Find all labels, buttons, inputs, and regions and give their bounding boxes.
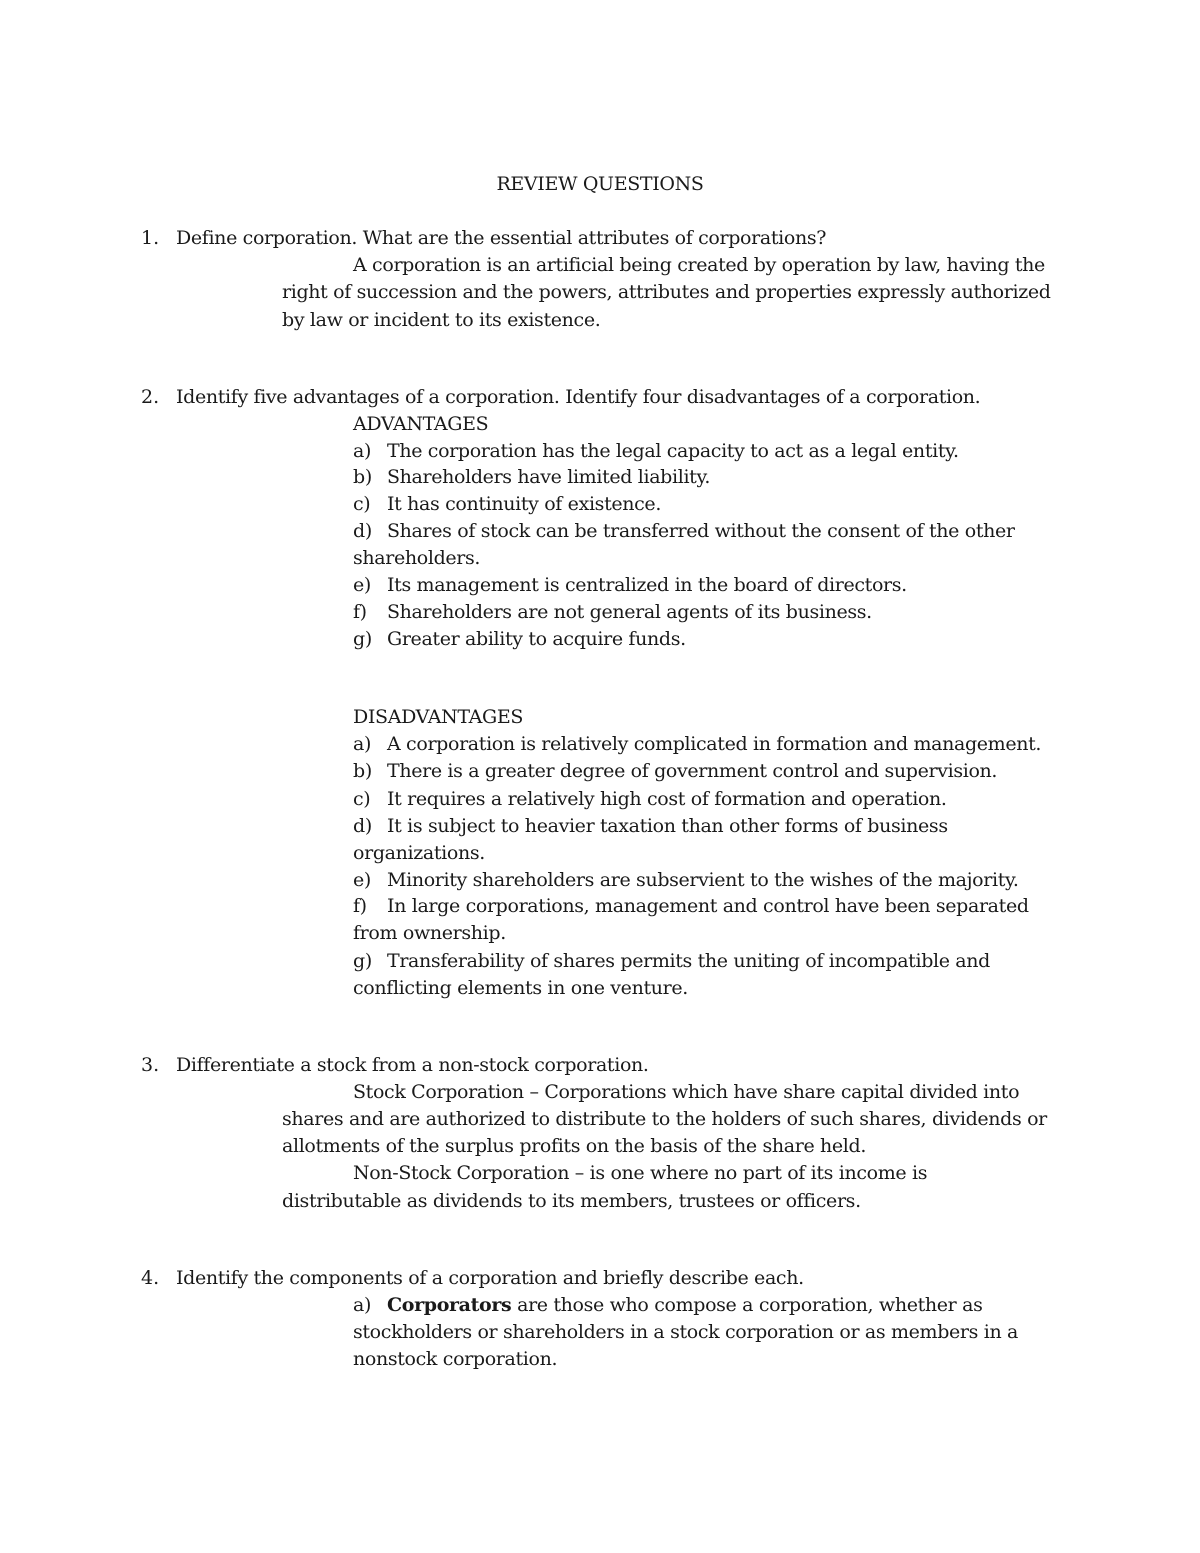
item-text: There is a greater degree of government control and supervision.: [387, 760, 998, 782]
item-marker: a): [353, 1294, 372, 1316]
item-text: Greater ability to acquire funds.: [387, 628, 686, 650]
question-3-number: 3.: [141, 1054, 160, 1076]
item-text: It has continuity of existence.: [387, 493, 662, 515]
item-marker: a): [353, 733, 372, 755]
item-text: In large corporations, management and control have been separated: [387, 895, 1029, 917]
advantage-item: [353, 438, 959, 465]
question-1-text: Define corporation. What are the essential attributes of corporations?: [176, 227, 827, 249]
component-text-line-3: nonstock corporation.: [353, 1348, 558, 1370]
answer-1-line-1: A corporation is an artificial being created by operation by law, having the: [353, 254, 1045, 276]
disadvantage-item-continuation: organizations.: [353, 842, 485, 864]
item-text: Shareholders have limited liability.: [387, 466, 711, 488]
advantage-item-continuation: shareholders.: [353, 547, 481, 569]
item-marker: c): [353, 493, 371, 515]
question-1-number: 1.: [141, 227, 160, 249]
disadvantage-item: [353, 867, 1019, 894]
disadvantage-item-continuation: conflicting elements in one venture.: [353, 977, 688, 999]
item-marker: d): [353, 520, 372, 542]
stock-corporation-line-3: allotments of the surplus profits on the basis of the share held.: [282, 1135, 867, 1157]
advantage-item: [353, 599, 872, 626]
item-marker: a): [353, 440, 372, 462]
disadvantage-item: [353, 758, 997, 785]
item-marker: e): [353, 869, 371, 891]
item-marker: c): [353, 788, 371, 810]
stock-corporation-line-2: shares and are authorized to distribute to the holders of such shares, dividends or: [282, 1108, 1047, 1130]
page-title: REVIEW QUESTIONS: [496, 173, 704, 195]
disadvantage-item: [353, 893, 1029, 920]
item-text: Shares of stock can be transferred without the consent of the other: [387, 520, 1015, 542]
item-text: It is subject to heavier taxation than other forms of business: [387, 815, 948, 837]
advantage-item: [353, 572, 907, 599]
question-2-number: 2.: [141, 386, 160, 408]
item-marker: b): [353, 760, 372, 782]
disadvantage-item-continuation: from ownership.: [353, 922, 506, 944]
advantages-heading: ADVANTAGES: [353, 413, 489, 435]
item-text: The corporation has the legal capacity to act as a legal entity.: [387, 440, 959, 462]
component-term: Corporators: [387, 1294, 512, 1316]
advantage-item: [353, 626, 686, 653]
advantage-item: [353, 518, 1015, 545]
disadvantage-item: [353, 948, 990, 975]
question-4-number: 4.: [141, 1267, 160, 1289]
advantage-item: [353, 464, 710, 491]
advantage-item: [353, 491, 661, 518]
item-marker: e): [353, 574, 371, 596]
item-text: Its management is centralized in the board of directors.: [387, 574, 907, 596]
disadvantage-item: [353, 786, 947, 813]
nonstock-corporation-line-2: distributable as dividends to its members, trustees or officers.: [282, 1190, 861, 1212]
item-text: Minority shareholders are subservient to the wishes of the majority.: [387, 869, 1019, 891]
answer-1-line-2: right of succession and the powers, attributes and properties expressly authorized: [282, 281, 1051, 303]
item-text: Transferability of shares permits the uniting of incompatible and: [387, 950, 990, 972]
item-marker: f): [353, 601, 367, 623]
disadvantage-item: [353, 813, 948, 840]
nonstock-corporation-line-1: Non-Stock Corporation – is one where no part of its income is: [353, 1162, 928, 1184]
item-marker: g): [353, 950, 372, 972]
item-text: A corporation is relatively complicated in formation and management.: [387, 733, 1042, 755]
question-2-text: Identify five advantages of a corporation. Identify four disadvantages of a corporation.: [176, 386, 981, 408]
question-4-text: Identify the components of a corporation and briefly describe each.: [176, 1267, 804, 1289]
answer-1-line-3: by law or incident to its existence.: [282, 309, 601, 331]
stock-corporation-line-1: Stock Corporation – Corporations which have share capital divided into: [353, 1081, 1020, 1103]
disadvantages-heading: DISADVANTAGES: [353, 706, 524, 728]
disadvantage-item: [353, 731, 1041, 758]
item-marker: g): [353, 628, 372, 650]
question-3-text: Differentiate a stock from a non-stock corporation.: [176, 1054, 649, 1076]
item-marker: b): [353, 466, 372, 488]
item-marker: f): [353, 895, 367, 917]
item-text: Shareholders are not general agents of its business.: [387, 601, 872, 623]
item-marker: d): [353, 815, 372, 837]
component-item: [353, 1292, 982, 1319]
item-text: It requires a relatively high cost of formation and operation.: [387, 788, 947, 810]
component-text-line-2: stockholders or shareholders in a stock corporation or as members in a: [353, 1321, 1019, 1343]
component-text-line-1: are those who compose a corporation, whether as: [511, 1294, 983, 1316]
